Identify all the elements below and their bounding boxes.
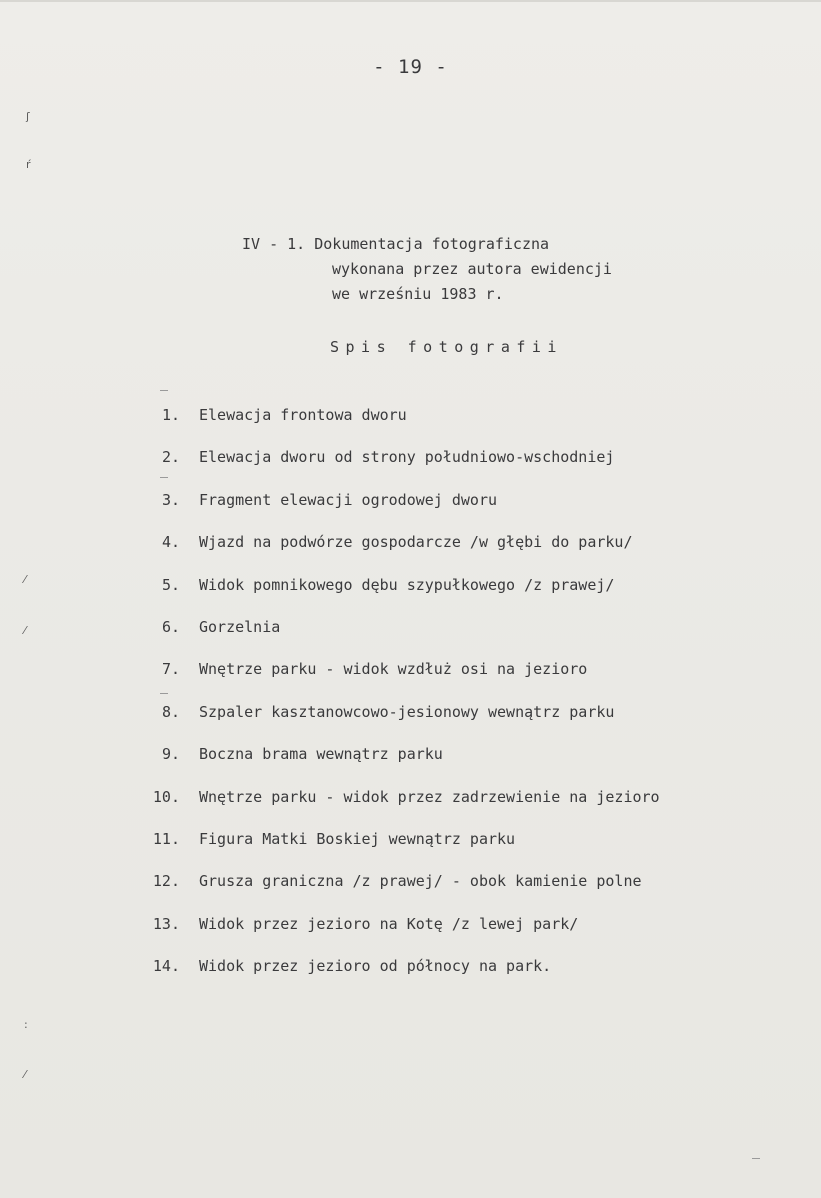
- list-item-number: 9.: [161, 745, 180, 764]
- list-item: [140, 445, 660, 487]
- list-item: [140, 912, 660, 954]
- list-item-number: 3.: [161, 490, 180, 509]
- list-item-number: 8.: [161, 702, 180, 721]
- list-item: [140, 827, 660, 869]
- list-item: [140, 488, 660, 530]
- tick-mark: [752, 1158, 760, 1159]
- list-item-number: 7.: [161, 660, 180, 679]
- list-title: Spis fotografii: [330, 338, 563, 356]
- list-item-text: Gorzelnia: [199, 617, 281, 636]
- list-item-number: 14.: [152, 957, 180, 976]
- tick-mark: [160, 693, 168, 694]
- margin-mark: ŕ: [26, 158, 31, 171]
- list-item-text: Wnętrze parku - widok przez zadrzewienie na jezioro: [199, 787, 660, 806]
- list-item-number: 5.: [161, 575, 180, 594]
- margin-mark: ⁄: [24, 624, 26, 637]
- list-item-number: 10.: [152, 787, 180, 806]
- page-edge: [0, 0, 821, 2]
- list-item-text: Boczna brama wewnątrz parku: [199, 745, 443, 764]
- margin-mark: ⁄: [24, 1068, 26, 1081]
- tick-mark: [160, 390, 168, 391]
- heading-line-3: we wrześniu 1983 r.: [332, 285, 504, 303]
- list-item: [140, 785, 660, 827]
- list-item-text: Elewacja frontowa dworu: [199, 406, 407, 424]
- list-item: [140, 530, 660, 572]
- page-number: - 19 -: [373, 56, 448, 78]
- list-item-text: Szpaler kasztanowcowo-jesionowy wewnątrz parku: [199, 702, 615, 721]
- list-item-text: Grusza graniczna /z prawej/ - obok kamienie polne: [199, 872, 642, 891]
- list-item-number: 1.: [161, 406, 180, 424]
- margin-mark: ⁄: [24, 573, 26, 586]
- list-item: [140, 403, 660, 445]
- tick-mark: [160, 477, 168, 478]
- list-item-text: Figura Matki Boskiej wewnątrz parku: [199, 829, 516, 848]
- list-item: [140, 869, 660, 911]
- list-item: [140, 615, 660, 657]
- list-item-text: Wjazd na podwórze gospodarcze /w głębi do parku/: [199, 533, 633, 552]
- list-item-number: 2.: [161, 448, 180, 467]
- list-item-number: 6.: [161, 617, 180, 636]
- list-item-text: Widok przez jezioro na Kotę /z lewej park/: [199, 914, 579, 933]
- list-item: [140, 954, 660, 996]
- list-item-number: 11.: [152, 829, 180, 848]
- margin-mark: :: [24, 1018, 28, 1031]
- photo-list: [140, 403, 660, 996]
- list-item-text: Widok pomnikowego dębu szypułkowego /z prawej/: [199, 575, 615, 594]
- heading-line-1: IV - 1. Dokumentacja fotograficzna: [242, 235, 550, 253]
- list-item-text: Fragment elewacji ogrodowej dworu: [199, 490, 498, 509]
- list-item: [140, 742, 660, 784]
- list-item-text: Widok przez jezioro od północy na park.: [199, 957, 552, 976]
- list-item-text: Elewacja dworu od strony południowo-wschodniej: [199, 448, 615, 467]
- list-item-number: 4.: [161, 533, 180, 552]
- list-item-text: Wnętrze parku - widok wzdłuż osi na jezioro: [199, 660, 588, 679]
- list-item-number: 13.: [152, 914, 180, 933]
- list-item: [140, 573, 660, 615]
- margin-mark: ʃ: [26, 110, 30, 123]
- heading-line-2: wykonana przez autora ewidencji: [332, 260, 612, 278]
- list-item: [140, 700, 660, 742]
- list-item-number: 12.: [152, 872, 180, 891]
- section-heading: [242, 232, 612, 307]
- list-item: [140, 657, 660, 699]
